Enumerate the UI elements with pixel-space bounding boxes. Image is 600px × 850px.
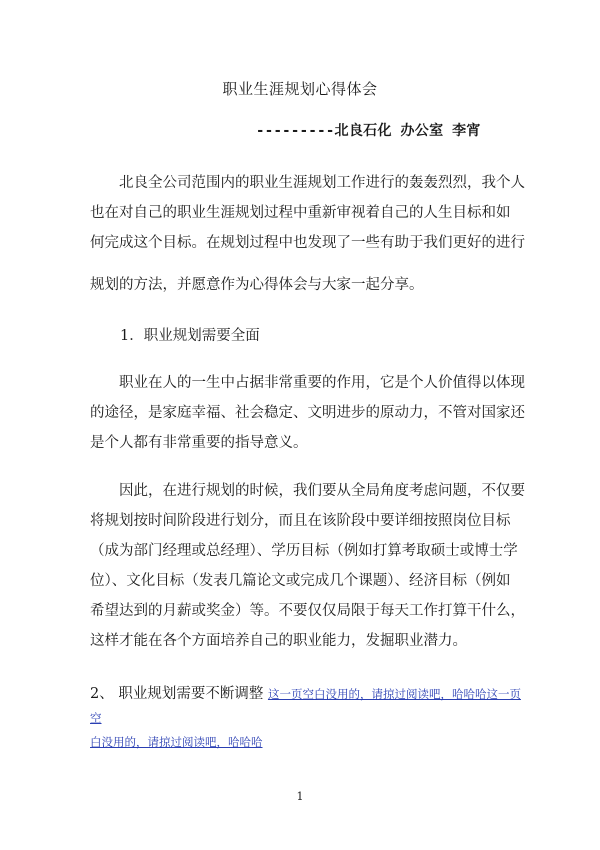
intro-line: 北良全公司范围内的职业生涯规划工作进行的轰轰烈烈，我个人 <box>119 175 525 191</box>
author-byline: ---------北良石化 办公室 李宵 <box>256 123 481 139</box>
section-1-paragraph-2 <box>90 476 525 656</box>
paragraph-line: 希望达到的月薪或奖金）等。不要仅仅局限于每天工作打算干什么， <box>90 603 525 619</box>
paragraph-line: 这样才能在各个方面培养自己的职业能力，发掘职业潜力。 <box>90 633 467 649</box>
paragraph-line: （成为部门经理或总经理）、学历目标（例如打算考取硕士或博士学 <box>90 543 518 559</box>
intro-paragraph <box>90 168 525 300</box>
intro-line: 规划的方法，并愿意作为心得体会与大家一起分享。 <box>90 277 424 293</box>
section-2-block <box>90 682 530 754</box>
section-1-paragraph-1 <box>90 368 525 458</box>
paragraph-line: 是个人都有非常重要的指导意义。 <box>90 435 308 451</box>
intro-line: 何完成这个目标。在规划过程中也发现了一些有助于我们更好的进行 <box>90 235 525 251</box>
skip-page-link[interactable]: 这一页空白没用的，请掠过阅读吧，哈哈哈这一页空 <box>90 687 521 725</box>
paragraph-line: 的途径，是家庭幸福、社会稳定、文明进步的原动力，不管对国家还 <box>90 405 525 421</box>
page-number: 1 <box>296 790 304 803</box>
skip-page-link-continued[interactable]: 白没用的，请掠过阅读吧，哈哈哈 <box>90 735 263 749</box>
paragraph-line: 因此，在进行规划的时候，我们要从全局角度考虑问题，不仅要 <box>119 483 525 499</box>
document-title: 职业生涯规划心得体会 <box>222 80 378 98</box>
intro-line: 也在对自己的职业生涯规划过程中重新审视着自己的人生目标和如 <box>90 205 511 221</box>
paragraph-line: 将规划按时间阶段进行划分，而且在该阶段中要详细按照岗位目标 <box>90 513 511 529</box>
paragraph-line: 位）、文化目标（发表几篇论文或完成几个课题）、经济目标（例如 <box>90 573 511 589</box>
paragraph-line: 职业在人的一生中占据非常重要的作用，它是个人价值得以体现 <box>119 375 525 391</box>
section-1-heading: 1．职业规划需要全面 <box>120 328 260 344</box>
section-2-heading: 2、 职业规划需要不断调整 <box>90 686 264 702</box>
